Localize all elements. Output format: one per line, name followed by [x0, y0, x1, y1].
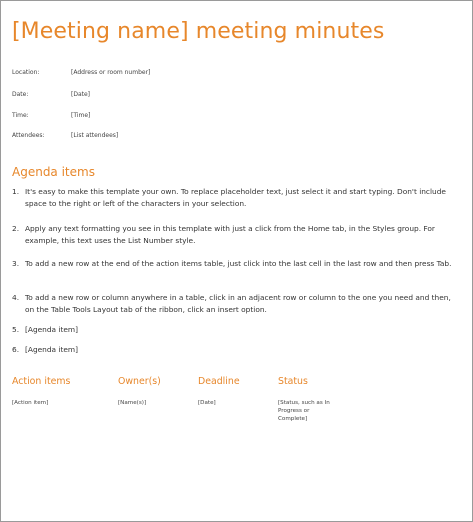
meta-attendees-value[interactable]: [List attendees] — [71, 132, 119, 139]
agenda-item-number: 3. — [12, 259, 20, 268]
agenda-item-2[interactable] — [12, 223, 452, 248]
meta-time-label: Time: — [12, 112, 29, 119]
agenda-item-text: To add a new row or column anywhere in a table, click in an adjacent row or column to the one you need and then, on the Table Tools Layout tab of the ribbon, click an insert option. — [25, 293, 451, 315]
action-items-header[interactable]: Action items — [12, 376, 71, 387]
agenda-item-text: [Agenda item] — [25, 325, 79, 334]
meta-date-value[interactable]: [Date] — [71, 91, 91, 98]
deadline-header[interactable]: Deadline — [198, 376, 240, 387]
meta-attendees-label: Attendees: — [12, 132, 45, 139]
agenda-item-4[interactable] — [12, 292, 452, 317]
status-header[interactable]: Status — [278, 376, 308, 387]
action-item-cell[interactable]: [Action item] — [12, 400, 49, 406]
deadline-cell[interactable]: [Date] — [198, 400, 216, 406]
agenda-item-6[interactable] — [12, 344, 452, 356]
document-title[interactable]: [Meeting name] meeting minutes — [12, 19, 385, 44]
agenda-item-text: It's easy to make this template your own. To replace placeholder text, just select it and start typing. Don't include space to the right or left of the characters in your selection. — [25, 187, 446, 209]
meta-date-label: Date: — [12, 91, 29, 98]
agenda-item-5[interactable] — [12, 324, 452, 336]
owners-header[interactable]: Owner(s) — [118, 376, 161, 387]
agenda-item-number: 6. — [12, 345, 20, 354]
agenda-item-number: 1. — [12, 187, 20, 196]
agenda-item-number: 2. — [12, 224, 20, 233]
meta-time-value[interactable]: [Time] — [71, 112, 91, 119]
agenda-item-number: 4. — [12, 293, 20, 302]
status-cell[interactable]: [Status, such as In Progress or Complete] — [278, 400, 330, 422]
agenda-item-1[interactable] — [12, 186, 452, 211]
agenda-item-text: Apply any text formatting you see in this template with just a click from the Home tab, in the Styles group. For example, this text uses the List Number style. — [25, 224, 435, 246]
agenda-item-number: 5. — [12, 325, 20, 334]
agenda-item-3[interactable] — [12, 258, 452, 270]
owner-cell[interactable]: [Name(s)] — [118, 400, 147, 406]
meta-location-value[interactable]: [Address or room number] — [71, 69, 151, 76]
meta-location-label: Location: — [12, 69, 40, 76]
agenda-heading[interactable]: Agenda items — [12, 165, 95, 179]
agenda-item-text: [Agenda item] — [25, 345, 79, 354]
agenda-item-text: To add a new row at the end of the action items table, just click into the last cell in the last row and then press Tab. — [25, 259, 452, 268]
